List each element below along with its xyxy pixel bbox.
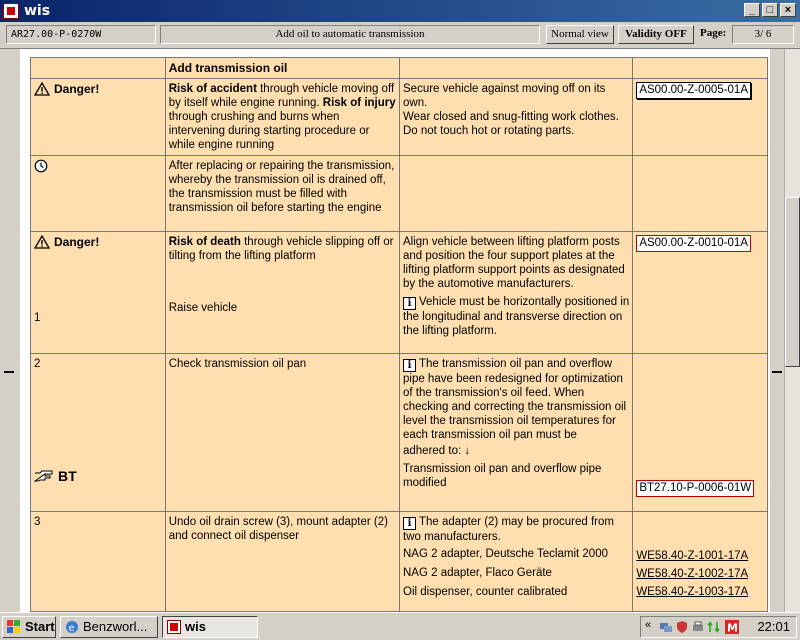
table-row bbox=[31, 512, 768, 612]
page-number-field[interactable]: 3/ 6 bbox=[732, 25, 794, 44]
list-item: Oil dispenser, counter calibrated bbox=[403, 586, 568, 598]
table-row bbox=[31, 79, 768, 156]
svg-text:M: M bbox=[727, 621, 738, 634]
step-text: Check transmission oil pan bbox=[165, 354, 399, 512]
danger-label: Danger! bbox=[34, 82, 162, 96]
wis-app-icon bbox=[3, 3, 19, 19]
document-content bbox=[20, 49, 770, 612]
table-row bbox=[31, 156, 768, 232]
network-icon[interactable] bbox=[659, 620, 673, 634]
bt-label: BT bbox=[34, 469, 162, 483]
right-margin bbox=[770, 49, 784, 612]
ie-browser-icon bbox=[65, 620, 79, 634]
left-marker bbox=[4, 371, 14, 373]
hazard-description: Risk of accident through vehicle moving off by itself while engine running. Risk of injury through crushing and burns when intervening during starting procedure or while engine running bbox=[165, 79, 399, 156]
reference-link[interactable]: AS00.00-Z-0010-01A bbox=[636, 235, 751, 252]
vertical-scrollbar[interactable] bbox=[784, 49, 800, 612]
system-clock[interactable]: 22:01 bbox=[757, 619, 790, 634]
table-row bbox=[31, 232, 768, 354]
info-icon: i bbox=[403, 517, 416, 530]
warning-triangle-icon bbox=[34, 82, 50, 96]
info-note: i The adapter (2) may be procured from two manufacturers. bbox=[403, 516, 614, 543]
clock-icon bbox=[34, 159, 48, 173]
step-text: Undo oil drain screw (3), mount adapter (2) and connect oil dispenser bbox=[165, 512, 399, 612]
transfer-arrows-icon[interactable] bbox=[707, 620, 721, 634]
step-number: 3 bbox=[31, 512, 166, 612]
bt-text: Transmission oil pan and overflow pipe modified bbox=[403, 463, 602, 489]
validity-button[interactable]: Validity OFF bbox=[618, 25, 694, 44]
step-number: 2 bbox=[34, 358, 41, 370]
scrollbar-thumb[interactable] bbox=[785, 197, 800, 367]
safety-measures: Secure vehicle against moving off on its own. Wear closed and snug-fitting work clothes. Do not touch hot or rotating parts. bbox=[400, 79, 633, 156]
reference-link[interactable]: WE58.40-Z-1002-17A bbox=[636, 568, 749, 580]
system-tray bbox=[640, 616, 797, 638]
document-title-field: Add oil to automatic transmission bbox=[160, 25, 540, 44]
start-button[interactable]: Start bbox=[2, 616, 56, 638]
info-icon: i bbox=[403, 359, 416, 372]
normal-view-button[interactable]: Normal view bbox=[546, 25, 614, 44]
svg-text:e: e bbox=[68, 623, 75, 634]
hazard-description: Risk of death through vehicle slipping off or tilting from the lifting platform bbox=[168, 236, 394, 262]
list-item: NAG 2 adapter, Deutsche Teclamit 2000 bbox=[403, 548, 608, 560]
windows-logo-icon bbox=[7, 620, 21, 634]
document-toolbar bbox=[0, 22, 800, 49]
step-number: 1 bbox=[34, 312, 41, 324]
reference-link[interactable]: WE58.40-Z-1003-17A bbox=[636, 586, 749, 598]
wis-app-icon bbox=[167, 620, 181, 634]
info-note: i The transmission oil pan and overflow pipe have been redesigned for optimization of the transmission's oil feed. When checking and correcting the transmission oil level the transmission oil temperatures for each transmission oil pan must be bbox=[403, 358, 627, 441]
step-text: Raise vehicle bbox=[168, 302, 238, 314]
taskbar-item-benzworld[interactable]: e Benzworl... bbox=[60, 616, 158, 638]
reference-link[interactable]: BT27.10-P-0006-01W bbox=[636, 480, 754, 497]
window-title: wis bbox=[24, 3, 51, 19]
tray-expand-icon[interactable]: « bbox=[645, 619, 652, 631]
taskbar bbox=[0, 612, 800, 640]
m-app-icon[interactable] bbox=[725, 620, 739, 634]
security-icon[interactable] bbox=[675, 620, 689, 634]
close-button[interactable]: × bbox=[780, 3, 796, 17]
document-id-field: AR27.00-P-0270W bbox=[6, 25, 156, 44]
minimize-button[interactable]: _ bbox=[744, 3, 760, 17]
taskbar-item-wis[interactable]: wis bbox=[162, 616, 258, 638]
table-header-row bbox=[31, 58, 768, 79]
left-margin bbox=[0, 49, 20, 612]
maximize-button[interactable]: □ bbox=[762, 3, 778, 17]
info-icon: i bbox=[403, 297, 416, 310]
printer-icon[interactable] bbox=[691, 620, 705, 634]
safety-measures: Align vehicle between lifting platform posts and position the four support plates at the lifting platform support points as designated by the automotive manufacturers. bbox=[403, 236, 625, 290]
procedure-table bbox=[30, 57, 768, 612]
table-row bbox=[31, 354, 768, 512]
right-marker bbox=[772, 371, 782, 373]
window-titlebar bbox=[0, 0, 800, 22]
danger-label: Danger! bbox=[34, 235, 162, 249]
warning-triangle-icon bbox=[34, 235, 50, 249]
info-note: i Vehicle must be horizontally positioned in the longitudinal and transverse direction on the lifting platform. bbox=[403, 296, 630, 337]
page-label: Page: bbox=[700, 27, 727, 39]
note-text: After replacing or repairing the transmission, whereby the transmission oil is drained off, the transmission must be filled with transmission oil before starting the engine bbox=[165, 156, 399, 232]
section-heading: Add transmission oil bbox=[165, 58, 399, 79]
reference-link[interactable]: AS00.00-Z-0005-01A bbox=[636, 82, 751, 99]
pointing-hand-icon bbox=[34, 470, 54, 482]
adhered-text: adhered to: ↓ bbox=[403, 445, 471, 457]
list-item: NAG 2 adapter, Flaco Geräte bbox=[403, 567, 552, 579]
reference-link[interactable]: WE58.40-Z-1001-17A bbox=[636, 550, 749, 562]
